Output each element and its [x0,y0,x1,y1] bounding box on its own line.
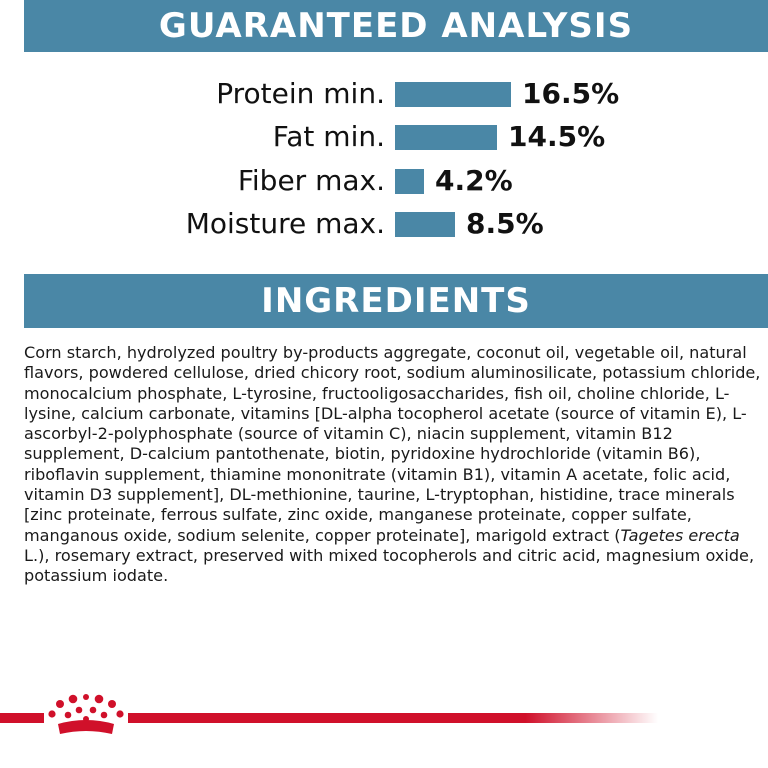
analysis-bar [395,212,455,237]
ingredients-text-part-2: L.), rosemary extract, preserved with mixed tocopherols and citric acid, magnesium oxide, potassium iodate. [24,545,755,586]
analysis-value: 16.5% [522,77,620,110]
footer-brand-line-left [0,713,44,723]
analysis-value: 8.5% [466,207,544,240]
analysis-bar [395,125,497,150]
analysis-label: Fat min. [272,120,385,153]
analysis-value: 4.2% [435,164,513,197]
analysis-bar [395,82,511,107]
analysis-row-fiber [0,161,768,201]
ingredients-text-part-1: Corn starch, hydrolyzed poultry by-products aggregate, coconut oil, vegetable oil, natural flavors, powdered cellulose, dried chicory root, sodium aluminosilicate, potassium chloride, monocalcium phosphate, L-tyrosine, fructooligosaccharides, fish oil, choline chloride, L-lysine, calcium carbonate, vitamins [DL-alpha tocopherol acetate (source of vitamin E), L-ascorbyl-2-polyphosphate (source of vitamin C), niacin supplement, vitamin B12 supplement, D-calcium pantothenate, biotin, pyridoxine hydrochloride (vitamin B6), riboflavin supplement, thiamine mononitrate (vitamin B1), vitamin A acetate, folic acid, vitamin D3 supplement], DL-methionine, taurine, L-tryptophan, histidine, trace minerals [zinc proteinate, ferrous sulfate, zinc oxide, manganese proteinate, copper sulfate, manganous oxide, sodium selenite, copper proteinate], marigold extract ( [24,343,761,545]
analysis-bar [395,169,424,194]
analysis-row-moisture [0,204,768,244]
analysis-value: 14.5% [508,120,606,153]
analysis-label: Moisture max. [185,207,385,240]
analysis-row-fat [0,117,768,157]
crown-icon [46,694,126,736]
analysis-label: Fiber max. [237,164,385,197]
footer-brand-line-right [128,713,658,723]
ingredients-heading: INGREDIENTS [261,281,531,321]
guaranteed-analysis-banner [24,0,768,52]
ingredients-banner [24,274,768,328]
analysis-row-protein [0,74,768,114]
guaranteed-analysis-heading: GUARANTEED ANALYSIS [158,6,634,46]
ingredients-text [24,343,764,587]
analysis-label: Protein min. [216,77,385,110]
ingredients-botanical-name: Tagetes erecta [620,525,740,545]
